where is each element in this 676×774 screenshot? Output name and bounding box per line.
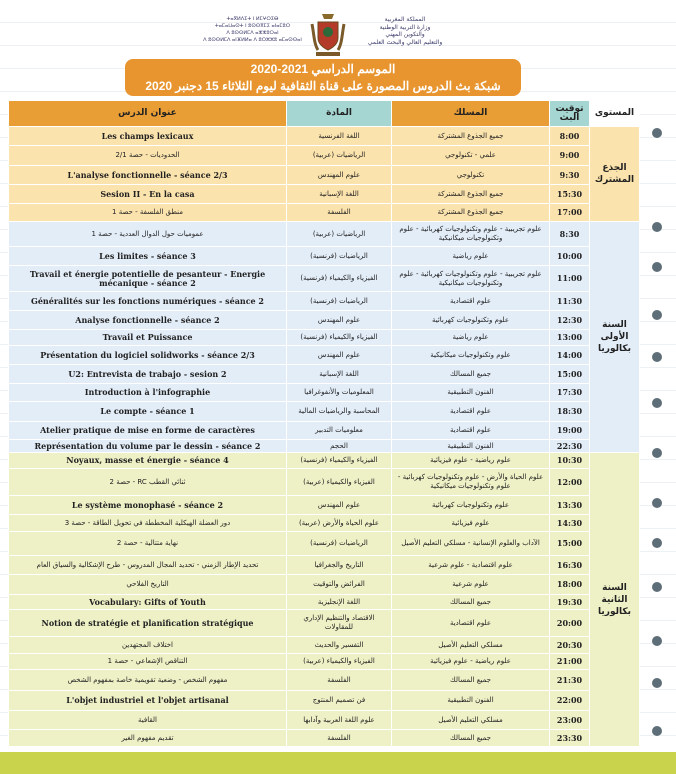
subject-cell: الرياضيات (عربية) [287,222,392,247]
track-cell: جميع الجذوع المشتركة [392,204,550,222]
time-cell: 20:00 [550,610,590,637]
lesson-title-cell: Les champs lexicaux [9,127,287,146]
binder-ring-icon [652,448,662,458]
logo-line: والتكوين المهني [385,31,425,38]
lesson-title-cell: Travail et énergie potentielle de pesanteur - Energie mécanique - séance 2 [9,266,287,292]
track-cell: جميع المسالك [392,365,550,384]
table-row [9,575,640,595]
lesson-title-cell: القافية [9,711,287,730]
table-row [9,185,640,204]
subject-cell: علوم الحياة والأرض (عربية) [287,515,392,532]
subject-cell: اللغة الإسبانية [287,365,392,384]
table-row [9,711,640,730]
track-cell: علوم وتكنولوجيات كهربائية [392,496,550,515]
subject-cell: الفيزياء والكيمياء (عربية) [287,469,392,496]
binder-ring-icon [652,678,662,688]
lesson-title-cell: تقديم مفهوم الغير [9,730,287,747]
logo-line: المملكة المغربية [384,16,426,23]
subject-cell: الرياضيات (فرنسية) [287,532,392,556]
track-cell: علوم اقتصادية [392,610,550,637]
schedule-title: شبكة بث الدروس المصورة على قناة الثقافية ليوم الثلاثاء 15 دجنبر 2020 [145,79,501,93]
header-track: المسلك [392,101,550,127]
ministry-logo [200,12,460,58]
logo-line: والتعليم العالي والبحث العلمي [367,38,443,46]
logo-tifinagh-text [200,16,305,44]
table-row [9,595,640,610]
table-row [9,346,640,365]
track-cell: جميع الجذوع المشتركة [392,127,550,146]
track-cell: علوم وتكنولوجيات ميكانيكية [392,346,550,365]
track-cell: جميع المسالك [392,730,550,747]
time-cell: 12:30 [550,311,590,330]
lesson-title-cell: منطق الفلسفة - حصة 1 [9,204,287,222]
subject-cell: الفلسفة [287,730,392,747]
time-cell: 9:00 [550,146,590,166]
table-row [9,166,640,185]
broadcast-schedule-table [8,100,640,747]
table-row [9,365,640,384]
subject-cell: الفيزياء والكيمياء (عربية) [287,654,392,670]
table-row [9,730,640,747]
subject-cell: علوم المهندس [287,496,392,515]
track-cell: علوم رياضية - علوم فيزيائية [392,654,550,670]
subject-cell: الحجم [287,440,392,453]
table-row [9,532,640,556]
lesson-title-cell: Présentation du logiciel solidworks - séance 2/3 [9,346,287,365]
track-cell: الفنون التطبيقية [392,440,550,453]
lesson-title-cell: Le compte - séance 1 [9,402,287,422]
subject-cell: علوم المهندس [287,311,392,330]
binder-ring-icon [652,398,662,408]
track-cell: الفنون التطبيقية [392,691,550,711]
lesson-title-cell: Les limites - séance 3 [9,247,287,266]
track-cell: علوم رياضية - علوم فيزيائية [392,453,550,469]
track-cell: مسلكي التعليم الأصيل [392,637,550,654]
level-cell: السنة الأولى بكالوريا [590,222,640,453]
track-cell: علوم رياضية [392,247,550,266]
lesson-title-cell: Sesion II - En la casa [9,185,287,204]
time-cell: 14:30 [550,515,590,532]
time-cell: 22:00 [550,691,590,711]
lesson-title-cell: الحدوديات - حصة 2/1 [9,146,287,166]
subject-cell: التفسير والحديث [287,637,392,654]
track-cell: مسلكي التعليم الأصيل [392,711,550,730]
time-cell: 9:30 [550,166,590,185]
subject-cell: الفيزياء والكيمياء (فرنسية) [287,453,392,469]
time-cell: 13:30 [550,496,590,515]
subject-cell: المعلوميات والأنفوغرافيا [287,384,392,402]
binder-ring-icon [652,222,662,232]
time-cell: 11:30 [550,292,590,311]
time-cell: 13:00 [550,330,590,346]
track-cell: الفنون التطبيقية [392,384,550,402]
lesson-title-cell: Analyse fonctionnelle - séance 2 [9,311,287,330]
lesson-title-cell: Notion de stratégie et planification stratégique [9,610,287,637]
table-row [9,222,640,247]
level-cell: الجذع المشترك [590,127,640,222]
table-row [9,330,640,346]
table-row [9,384,640,402]
lesson-title-cell: تحديد الإطار الزمني - تحديد المجال المدروس - طرح الإشكالية والسياق العام [9,556,287,575]
lesson-title-cell: Noyaux, masse et énergie - séance 4 [9,453,287,469]
track-cell: علوم تجريبية - علوم وتكنولوجيات كهربائية - علوم وتكنولوجيات ميكانيكية [392,266,550,292]
time-cell: 19:30 [550,595,590,610]
level-cell: السنة الثانية بكالوريا [590,453,640,747]
subject-cell: الفيزياء والكيمياء (فرنسية) [287,330,392,346]
school-year-title: الموسم الدراسي 2021-2020 [250,62,396,76]
subject-cell: الفرائض والتوقيت [287,575,392,595]
subject-cell: الاقتصاد والتنظيم الإداري للمقاولات [287,610,392,637]
binder-ring-icon [652,582,662,592]
subject-cell: علوم اللغة العربية وآدابها [287,711,392,730]
subject-cell: اللغة الإنجليزية [287,595,392,610]
table-row [9,515,640,532]
subject-cell: الرياضيات (فرنسية) [287,247,392,266]
header-subject: المادة [287,101,392,127]
track-cell: علوم فيزيائية [392,515,550,532]
table-row [9,556,640,575]
subject-cell: اللغة الفرنسية [287,127,392,146]
track-cell: علوم اقتصادية [392,402,550,422]
time-cell: 17:30 [550,384,590,402]
table-row [9,440,640,453]
track-cell: علوم اقتصادية [392,422,550,440]
time-cell: 10:30 [550,453,590,469]
time-cell: 21:30 [550,670,590,691]
lesson-title-cell: Vocabulary: Gifts of Youth [9,595,287,610]
subject-cell: الفلسفة [287,204,392,222]
time-cell: 18:00 [550,575,590,595]
lesson-title-cell: Généralités sur les fonctions numériques - séance 2 [9,292,287,311]
table-row [9,422,640,440]
binder-ring-icon [652,352,662,362]
lesson-title-cell: L'analyse fonctionnelle - séance 2/3 [9,166,287,185]
time-cell: 15:30 [550,185,590,204]
track-cell: علوم رياضية [392,330,550,346]
subject-cell: المحاسبة والرياضيات المالية [287,402,392,422]
lesson-title-cell: Le système monophasé - séance 2 [9,496,287,515]
table-row [9,496,640,515]
track-cell: جميع الجذوع المشتركة [392,185,550,204]
subject-cell: علوم المهندس [287,346,392,365]
table-row [9,691,640,711]
binder-ring-icon [652,128,662,138]
lesson-title-cell: التاريخ الفلاحي [9,575,287,595]
lesson-title-cell: L'objet industriel et l'objet artisanal [9,691,287,711]
track-cell: تكنولوجي [392,166,550,185]
title-banner [125,59,521,96]
logo-line: وزارة التربية الوطنية [379,23,431,31]
track-cell: علمي - تكنولوجي [392,146,550,166]
binder-ring-icon [652,498,662,508]
table-row [9,311,640,330]
track-cell: جميع المسالك [392,670,550,691]
table-row [9,610,640,637]
lesson-title-cell: مفهوم الشخص - وضعية تقويمية خاصة بمفهوم الشخص [9,670,287,691]
table-row [9,204,640,222]
time-cell: 8:30 [550,222,590,247]
lesson-title-cell: دور العضلة الهيكلية المخططة في تحويل الطاقة - حصة 3 [9,515,287,532]
table-row [9,453,640,469]
time-cell: 23:30 [550,730,590,747]
track-cell: علوم الحياة والأرض - علوم وتكنولوجيات كهربائية - علوم وتكنولوجيات ميكانيكية [392,469,550,496]
subject-cell: التاريخ والجغرافيا [287,556,392,575]
logo-arabic-text [350,16,460,46]
lesson-title-cell: التناقص الإشعاعي - حصة 1 [9,654,287,670]
time-cell: 12:00 [550,469,590,496]
time-cell: 15:00 [550,532,590,556]
lesson-title-cell: عموميات حول الدوال العددية - حصة 1 [9,222,287,247]
time-cell: 20:30 [550,637,590,654]
binder-ring-icon [652,310,662,320]
table-row [9,654,640,670]
table-row [9,469,640,496]
table-row [9,247,640,266]
binder-ring-icon [652,636,662,646]
subject-cell: علوم المهندس [287,166,392,185]
subject-cell: الرياضيات (فرنسية) [287,292,392,311]
track-cell: علوم اقتصادية - علوم شرعية [392,556,550,575]
lesson-title-cell: نهاية متتالية - حصة 2 [9,532,287,556]
binder-ring-icon [652,726,662,736]
time-cell: 16:30 [550,556,590,575]
subject-cell: الفلسفة [287,670,392,691]
binder-ring-icon [652,538,662,548]
time-cell: 14:00 [550,346,590,365]
table-row [9,670,640,691]
table-row [9,637,640,654]
time-cell: 23:00 [550,711,590,730]
time-cell: 22:30 [550,440,590,453]
lesson-title-cell: Atelier pratique de mise en forme de caractères [9,422,287,440]
table-row [9,146,640,166]
time-cell: 21:00 [550,654,590,670]
table-header-row [9,101,640,127]
track-cell: الآداب والعلوم الإنسانية - مسلكي التعليم الأصيل [392,532,550,556]
logo-line: ⵜⴰⴳⵍⴷⵉⵜ ⵏ ⵍⵎⵖⵔⵉⴱ [226,16,279,22]
time-cell: 11:00 [550,266,590,292]
logo-line: ⴷ ⵓⵙⵙⵍⵎⴷ ⴰⵣⵣⵓⵔⴰⵏ [226,30,279,36]
logo-line: ⵜⴰⵎⴰⵡⴰⵙⵜ ⵏ ⵓⵙⵙⴳⵎⵉ ⴰⵏⴰⵎⵓⵔ [214,23,291,29]
track-cell: علوم وتكنولوجيات كهربائية [392,311,550,330]
header-title: عنوان الدرس [9,101,287,127]
time-cell: 18:30 [550,402,590,422]
track-cell: علوم شرعية [392,575,550,595]
footer-bar [0,752,676,774]
time-cell: 8:00 [550,127,590,146]
lesson-title-cell: Représentation du volume par le dessin - séance 2 [9,440,287,453]
track-cell: علوم تجريبية - علوم وتكنولوجيات كهربائية - علوم وتكنولوجيات ميكانيكية [392,222,550,247]
coat-of-arms-icon [310,12,346,58]
lesson-title-cell: U2: Entrevista de trabajo - sesion 2 [9,365,287,384]
time-cell: 19:00 [550,422,590,440]
table-row [9,292,640,311]
subject-cell: معلوميات التدبير [287,422,392,440]
subject-cell: الرياضيات (عربية) [287,146,392,166]
header-level: المستوى [590,101,640,127]
lesson-title-cell: Travail et Puissance [9,330,287,346]
lesson-title-cell: اختلاف المجتهدين [9,637,287,654]
binder-ring-icon [652,262,662,272]
time-cell: 15:00 [550,365,590,384]
header-time: توقيت البث [550,101,590,127]
time-cell: 17:00 [550,204,590,222]
track-cell: جميع المسالك [392,595,550,610]
table-row [9,266,640,292]
subject-cell: الفيزياء والكيمياء (فرنسية) [287,266,392,292]
table-row [9,127,640,146]
lesson-title-cell: Introduction à l'infographie [9,384,287,402]
lesson-title-cell: ثنائي القطب RC - حصة 2 [9,469,287,496]
subject-cell: فن تصميم المنتوج [287,691,392,711]
time-cell: 10:00 [550,247,590,266]
track-cell: علوم اقتصادية [392,292,550,311]
logo-line: ⴷ ⵓⵙⵙⵍⵎⴷ ⴰⵏⴼⵍⵍⴰ ⴷ ⵓⵔⵣⵣⵓ ⴰⵎⴰⵙⵙⴰⵏ [203,37,302,43]
table-row [9,402,640,422]
subject-cell: اللغة الإسبانية [287,185,392,204]
